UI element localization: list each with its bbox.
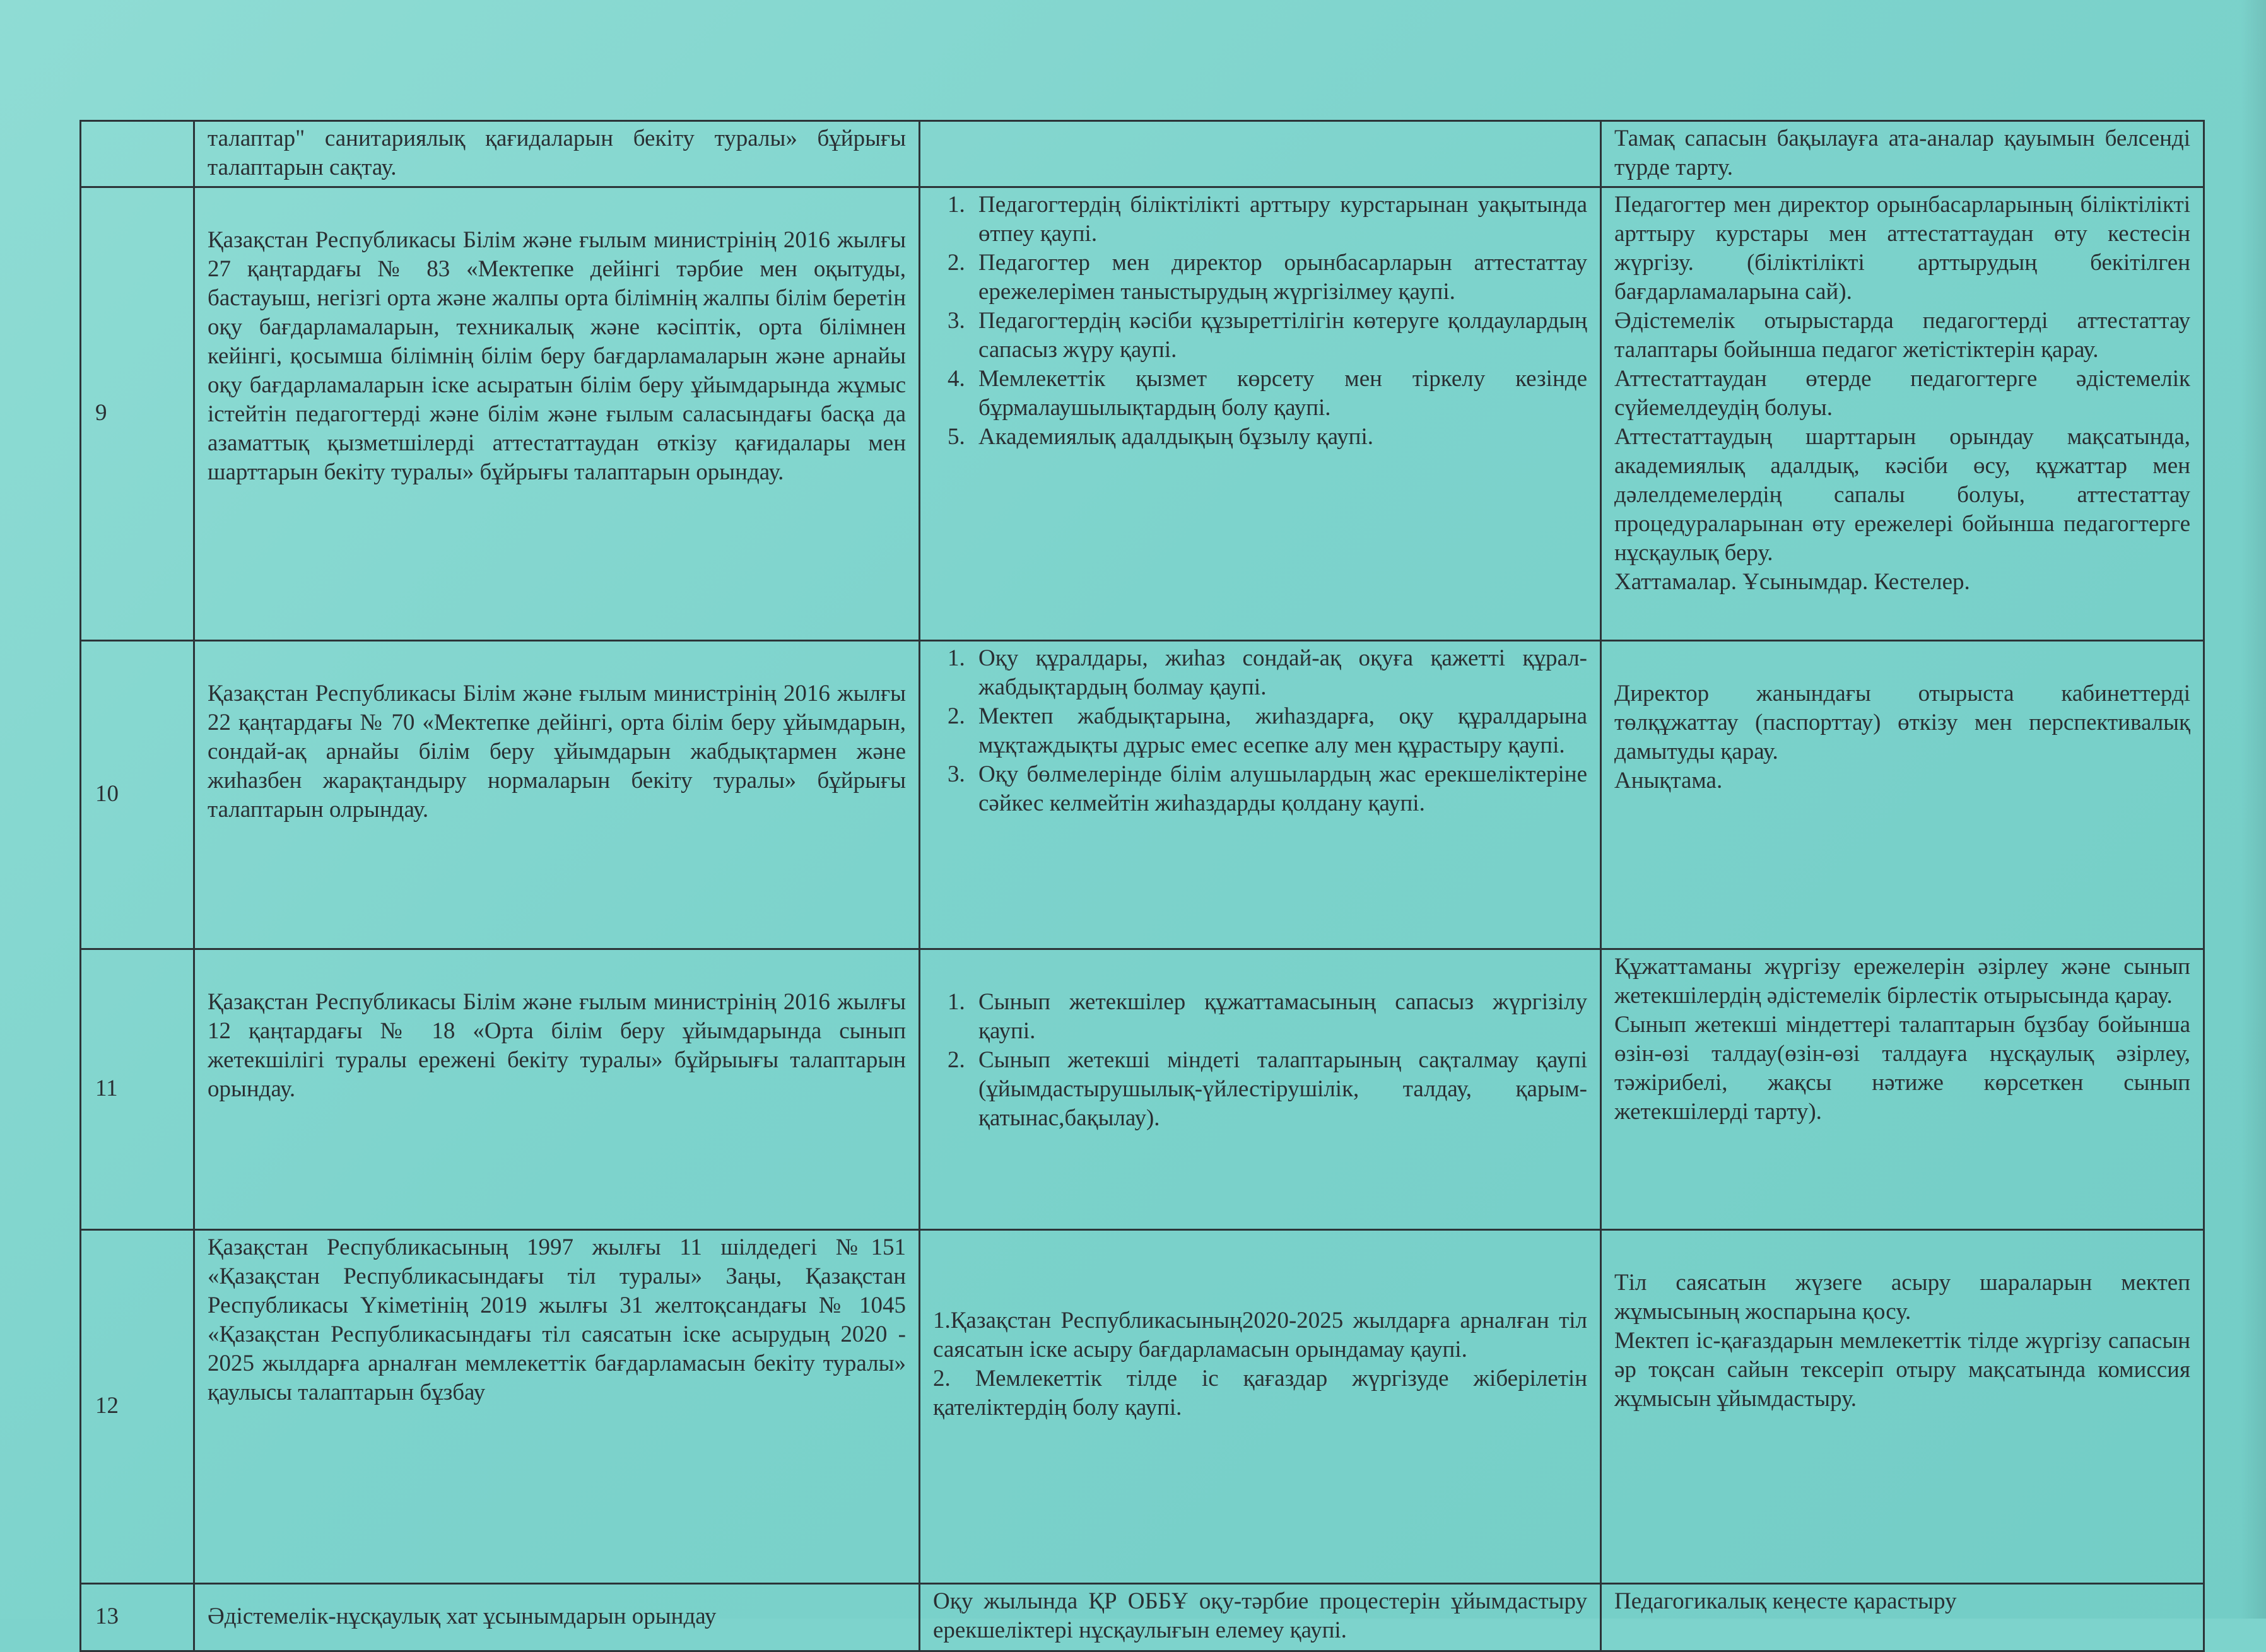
measure-text: Педагогтер мен директор орынбасарларының біліктілікті арттыру курстары мен аттестаттаудан өту кестесін жүргізу. (біліктілікті арттырудың бекітілген бағдарламаларына сай). xyxy=(1614,192,2190,305)
risk-list xyxy=(933,644,1587,818)
requirement-cell: Қазақстан Республикасының 1997 жылғы 11 шілдедегі №151 «Қазақстан Республикасындағы тіл туралы» Заңы, Қазақстан Республикасы Үкіметінің 2019 жылғы 31 желтоқсандағы № 1045 «Қазақстан Республикасындағы тіл саясатын іске асырудың 2020 - 2025 жылдарға арналған мемлекеттік бағдарламасын бекіту туралы» қаулысы талаптарын бұзбау xyxy=(194,1230,920,1584)
table-row xyxy=(81,1230,2204,1584)
risk-item: Оқу жылында ҚР ОББҰ оқу-тәрбие процестерін ұйымдастыру ерекшеліктері нұсқаулығын елемеу қаупі. xyxy=(933,1588,1587,1643)
risk-item: 2. Мемлекеттік тілде іс қағаздар жүргізуде жіберілетін қателіктердің болу қаупі. xyxy=(933,1366,1587,1421)
risk-item: 2. Сынып жетекші міндеті талаптарының сақталмау қаупі (ұйымдастырушылық-үйлестірушілік, талдау, қарым-қатынас,бақылау). xyxy=(971,1046,1587,1133)
row-number: 12 xyxy=(81,1230,194,1584)
measure-cell xyxy=(1601,1584,2204,1651)
compliance-risk-table xyxy=(79,120,2205,1652)
table-row xyxy=(81,121,2204,187)
measure-text: Аттестаттаудың шарттарын орындау мақсатында, академиялық адалдық, кәсіби өсу, құжаттар мен дәлелдемелердің сапалы болуы, аттестаттау процедураларынан өту ережелері бойынша педагогтерге нұсқаулық беру. xyxy=(1614,424,2190,566)
risk-cell xyxy=(920,1230,1601,1584)
requirement-cell: Қазақстан Республикасы Білім және ғылым министрінің 2016 жылғы 12 қаңтардағы № 18 «Орта білім беру ұйымдарында сынып жетекшілігі туралы ережені бекіту туралы» бұйрыығы талаптарын орындау. xyxy=(194,949,920,1230)
risk-list xyxy=(933,190,1587,452)
requirement-cell: Қазақстан Республикасы Білім және ғылым министрінің 2016 жылғы 22 қаңтардағы № 70 «Мектепке дейінгі, орта білім беру ұйымдарын, сондай-ақ арнайы білім беру ұйымдарын жабдықтармен және жиһазбен жарақтандыру нормаларын бекіту туралы» бұйрығы талаптарын олрындау. xyxy=(194,641,920,949)
risk-item: 1.Қазақстан Республикасының2020-2025 жылдарға арналған тіл саясатын іске асыру бағдарламасын орындамау қаупі. xyxy=(933,1308,1587,1362)
risk-item: 1. Педагогтердің біліктілікті арттыру курстарынан уақытында өтпеу қаупі. xyxy=(971,190,1587,249)
requirement-cell: талаптар" санитариялық қағидаларын бекіту туралы» бұйрығы талаптарын сақтау. xyxy=(194,121,920,187)
risk-cell xyxy=(920,641,1601,949)
measure-cell xyxy=(1601,187,2204,641)
risk-item: 3. Педагогтердің кәсіби құзыреттілігін көтеруге қолдаулардың сапасыз жүру қаупі. xyxy=(971,307,1587,365)
table-row xyxy=(81,187,2204,641)
measure-cell xyxy=(1601,1230,2204,1584)
measure-text: Мектеп іс-қағаздарын мемлекеттік тілде жүргізу сапасын әр тоқсан сайын тексеріп отыру мақсатында комиссия жұмысын ұйымдастыру. xyxy=(1614,1328,2190,1412)
risk-item: 3. Оқу бөлмелерінде білім алушылардың жас ерекшеліктеріне сәйкес келмейтін жиһаздарды қолдану қаупі. xyxy=(971,760,1587,818)
measure-text: Аттестаттаудан өтерде педагогтерге әдістемелік сүйемелдеудің болуы. xyxy=(1614,366,2190,421)
table-row xyxy=(81,641,2204,949)
row-number xyxy=(81,121,194,187)
risk-item: 1. Оқу құралдары, жиһаз сондай-ақ оқуға қажетті құрал-жабдықтардың болмау қаупі. xyxy=(971,644,1587,702)
measure-text: Тіл саясатын жүзеге асыру шараларын мектеп жұмысының жоспарына қосу. xyxy=(1614,1270,2190,1325)
page-edge-shadow xyxy=(2241,0,2266,1619)
row-number: 9 xyxy=(81,187,194,641)
risk-list xyxy=(933,988,1587,1133)
risk-item: 2. Педагогтер мен директор орынбасарларын аттестаттау ережелерімен таныстырудың жүргізілмеу қаупі. xyxy=(971,249,1587,307)
measure-text: Құжаттаманы жүргізу ережелерін әзірлеу және сынып жетекшілердің әдістемелік бірлестік отырысында қарау. xyxy=(1614,954,2190,1009)
measure-text: Сынып жетекші міндеттері талаптарын бұзбау бойынша өзін-өзі талдау(өзін-өзі талдауға нұсқаулық әзірлеу, тәжірибелі, жақсы нәтиже көрсеткен сынып жетекшілерді тарту). xyxy=(1614,1012,2190,1125)
measure-text: Тамақ сапасын бақылауға ата-аналар қауымын белсенді түрде тарту. xyxy=(1614,126,2190,180)
risk-cell xyxy=(920,187,1601,641)
risk-cell xyxy=(920,1584,1601,1651)
row-number: 13 xyxy=(81,1584,194,1651)
table-row xyxy=(81,949,2204,1230)
row-number: 10 xyxy=(81,641,194,949)
measure-text: Педагогикалық кеңесте қарастыру xyxy=(1614,1588,1957,1614)
measure-text: Анықтама. xyxy=(1614,768,1723,794)
measure-text: Хаттамалар. Ұсынымдар. Кестелер. xyxy=(1614,569,1970,595)
row-number: 11 xyxy=(81,949,194,1230)
measure-cell xyxy=(1601,121,2204,187)
measure-cell xyxy=(1601,641,2204,949)
risk-item: 2. Мектеп жабдықтарына, жиһаздарға, оқу құралдарына мұқтаждықты дұрыс емес есепке алу мен құрастыру қаупі. xyxy=(971,702,1587,760)
risk-cell xyxy=(920,121,1601,187)
measure-text: Директор жанындағы отырыста кабинеттерді төлқұжаттау (паспорттау) өткізу мен перспективалық дамытуды қарау. xyxy=(1614,681,2190,764)
measure-cell xyxy=(1601,949,2204,1230)
requirement-cell: Әдістемелік-нұсқаулық хат ұсынымдарын орындау xyxy=(194,1584,920,1651)
measure-text: Әдістемелік отырыстарда педагогтерді аттестаттау талаптары бойынша педагог жетістіктерін қарау. xyxy=(1614,308,2190,363)
risk-item: 1. Сынып жетекшілер құжаттамасының сапасыз жүргізілу қаупі. xyxy=(971,988,1587,1046)
table-row xyxy=(81,1584,2204,1651)
requirement-cell: Қазақстан Республикасы Білім және ғылым министрінің 2016 жылғы 27 қаңтардағы № 83 «Мектепке дейінгі тәрбие мен оқытуды, бастауыш, негізгі орта және жалпы орта білімнің жалпы білім беретін оқу бағдарламаларын, техникалық және кәсіптік, орта білімнен кейінгі, қосымша білімнің білім беру бағдарламаларын және арнайы оқу бағдарламаларын іске асыратын білім беру ұйымдарында жұмыс істейтін педагогтерді және білім және ғылым саласындағы басқа да азаматтық қызметшілерді аттестаттаудан өткізу қағидалары мен шарттарын бекіту туралы» бұйрығы талаптарын орындау. xyxy=(194,187,920,641)
risk-item: 4. Мемлекеттік қызмет көрсету мен тіркелу кезінде бұрмалаушылықтардың болу қаупі. xyxy=(971,365,1587,423)
risk-cell xyxy=(920,949,1601,1230)
risk-item: 5. Академиялық адалдықың бұзылу қаупі. xyxy=(971,423,1587,452)
